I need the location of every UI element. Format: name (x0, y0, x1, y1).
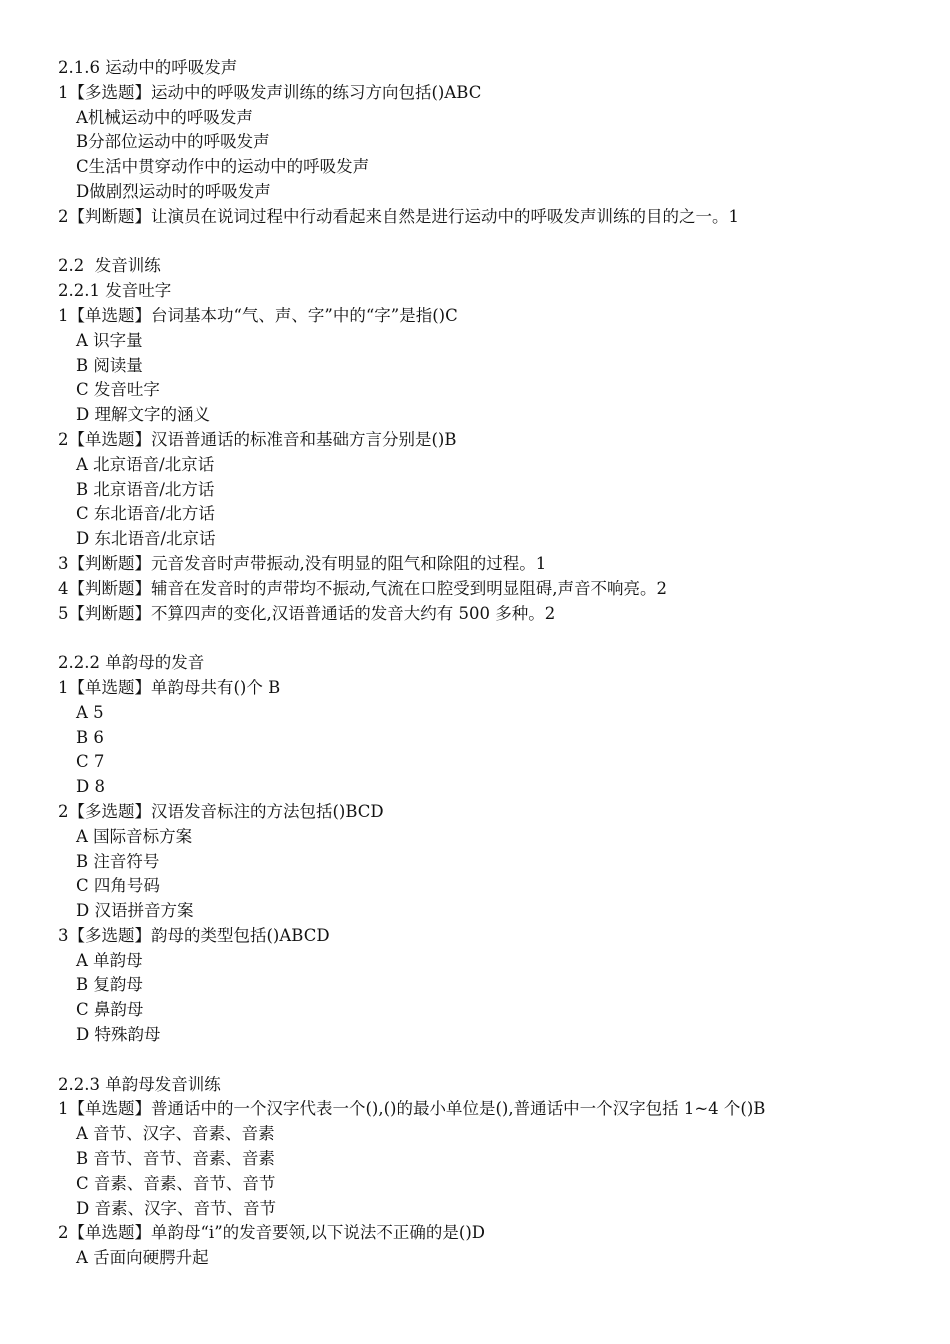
document-body (58, 56, 938, 1271)
question-line: 2【单选题】汉语普通话的标准音和基础方言分别是()B (58, 429, 457, 449)
answer-option: D做剧烈运动时的呼吸发声 (76, 181, 271, 201)
answer-option: C 东北语音/北方话 (76, 504, 215, 524)
question-line: 1【多选题】运动中的呼吸发声训练的练习方向包括()ABC (58, 82, 482, 102)
answer-option: A 国际音标方案 (76, 826, 193, 846)
blank-line (58, 230, 938, 255)
section-heading: 2.2.2 单韵母的发音 (58, 653, 205, 673)
question-line: 1【单选题】单韵母共有()个 B (58, 677, 281, 697)
answer-option: C生活中贯穿动作中的运动中的呼吸发声 (76, 157, 370, 177)
answer-option: D 特殊韵母 (76, 1025, 161, 1045)
answer-option: C 7 (76, 752, 105, 772)
answer-option: C 四角号码 (76, 876, 160, 896)
question-line: 3【多选题】韵母的类型包括()ABCD (58, 925, 330, 945)
answer-option: D 音素、汉字、音节、音节 (76, 1198, 276, 1218)
question-line: 2【多选题】汉语发音标注的方法包括()BCD (58, 801, 384, 821)
answer-option: A 识字量 (76, 330, 143, 350)
answer-option: B 复韵母 (76, 975, 143, 995)
answer-option: D 8 (76, 777, 105, 797)
answer-option: D 东北语音/北京话 (76, 529, 216, 549)
answer-option: C 鼻韵母 (76, 1000, 144, 1020)
question-line: 5【判断题】不算四声的变化,汉语普通话的发音大约有 500 多种。2 (58, 603, 556, 623)
section-heading: 2.2.1 发音吐字 (58, 281, 172, 301)
question-line: 2【单选题】单韵母“i”的发音要领,以下说法不正确的是()D (58, 1223, 485, 1243)
answer-option: B 注音符号 (76, 851, 160, 871)
answer-option: C 发音吐字 (76, 380, 160, 400)
answer-option: C 音素、音素、音节、音节 (76, 1173, 276, 1193)
question-line: 2【判断题】让演员在说词过程中行动看起来自然是进行运动中的呼吸发声训练的目的之一。1 (58, 206, 739, 226)
answer-option: A 5 (76, 702, 104, 722)
blank-line (58, 1048, 938, 1073)
answer-option: A机械运动中的呼吸发声 (76, 107, 253, 127)
question-line: 4【判断题】辅音在发音时的声带均不振动,气流在口腔受到明显阻碍,声音不响亮。2 (58, 578, 667, 598)
answer-option: D 汉语拼音方案 (76, 901, 194, 921)
answer-option: A 北京语音/北京话 (76, 454, 215, 474)
question-line: 3【判断题】元音发音时声带振动,没有明显的阻气和除阻的过程。1 (58, 553, 547, 573)
answer-option: B 音节、音节、音素、音素 (76, 1149, 275, 1169)
blank-line (58, 626, 938, 651)
answer-option: A 舌面向硬腭升起 (76, 1248, 209, 1268)
section-heading: 2.2.3 单韵母发音训练 (58, 1074, 221, 1094)
answer-option: B 6 (76, 727, 104, 747)
section-heading: 2.1.6 运动中的呼吸发声 (58, 58, 238, 77)
answer-option: A 音节、汉字、音素、音素 (76, 1124, 275, 1144)
question-line: 1【单选题】台词基本功“气、声、字”中的“字”是指()C (58, 305, 458, 325)
answer-option: B 北京语音/北方话 (76, 479, 215, 499)
answer-option: B 阅读量 (76, 355, 143, 375)
section-heading: 2.2 发音训练 (58, 256, 161, 276)
answer-option: D 理解文字的涵义 (76, 405, 210, 425)
answer-option: A 单韵母 (76, 950, 143, 970)
question-line: 1【单选题】普通话中的一个汉字代表一个(),()的最小单位是(),普通话中一个汉字包括 1~4 个()B (58, 1099, 766, 1119)
answer-option: B分部位运动中的呼吸发声 (76, 132, 270, 152)
